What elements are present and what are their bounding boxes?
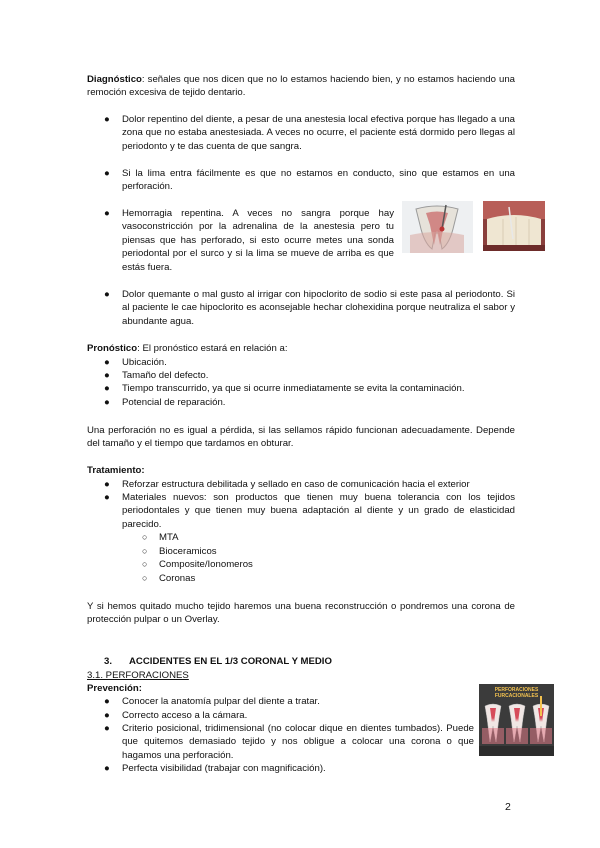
- diag-bullet-1: [104, 113, 515, 153]
- tratamiento-item: [104, 491, 515, 533]
- clinical-probe-photo: [483, 201, 545, 251]
- section-number: 3.: [104, 656, 113, 667]
- pronostico-item: [104, 369, 515, 383]
- diagnostico-label: Diagnóstico: [87, 74, 142, 85]
- diagnostico-text: : señales que nos dicen que no lo estamos haciendo bien, y no estamos haciendo una remoción excesiva de tejido dentario.: [87, 74, 515, 99]
- diagnostico-paragraph: [87, 73, 515, 100]
- circle-bullet-icon: ○: [142, 532, 148, 542]
- tooth-perforation-diagram: [402, 201, 473, 253]
- bullet-icon: ●: [104, 723, 110, 734]
- pronostico-heading: [87, 342, 515, 355]
- subsection-heading: 3.1. PERFORACIONES: [87, 670, 189, 681]
- prevencion-item: [104, 762, 469, 776]
- prevencion-item: [104, 695, 469, 709]
- prevencion-item-text: Perfecta visibilidad (trabajar con magnificación).: [122, 763, 326, 774]
- prevencion-item-text: Conocer la anatomía pulpar del diente a tratar.: [122, 696, 320, 707]
- tratamiento-subitem: [142, 545, 342, 559]
- bullet-icon: ●: [104, 696, 110, 707]
- diag-bullet-3: [104, 207, 394, 275]
- bullet-icon: ●: [104, 383, 110, 394]
- prevencion-label: Prevención:: [87, 683, 142, 694]
- bullet-icon: ●: [104, 397, 110, 408]
- pronostico-label: Pronóstico: [87, 343, 138, 354]
- bullet-icon: ●: [104, 289, 110, 300]
- pronostico-item-text: Ubicación.: [122, 357, 167, 368]
- bullet-icon: ●: [104, 168, 110, 179]
- diag-bullet-text: Si la lima entra fácilmente es que no estamos en conducto, sino que estamos en una perforación.: [122, 168, 515, 193]
- circle-bullet-icon: ○: [142, 573, 148, 583]
- subitem-text: Bioceramicos: [159, 546, 217, 557]
- section-3-heading: [104, 655, 504, 668]
- tratamiento-subitem: [142, 531, 342, 545]
- bullet-icon: ●: [104, 208, 110, 219]
- bullet-icon: ●: [104, 370, 110, 381]
- pronostico-item: [104, 382, 515, 396]
- perforacion-paragraph: Una perforación no es igual a pérdida, si las sellamos rápido funcionan adecuadamente. Depende del tamaño y el tiempo que tardamos en obturar.: [87, 425, 515, 450]
- pronostico-item-text: Tamaño del defecto.: [122, 370, 209, 381]
- bullet-icon: ●: [104, 357, 110, 368]
- pronostico-text: : El pronóstico estará en relación a:: [137, 343, 288, 354]
- tratamiento-item-text: Reforzar estructura debilitada y sellado en caso de comunicación hacia el exterior: [122, 479, 470, 490]
- diag-bullet-text: Dolor repentino del diente, a pesar de una anestesia local efectiva porque has llegado a una zona que no estaba anestesiada. A veces no ocurre, el paciente está dormido pero llegas al periodonto y te das cuenta de que sangra.: [122, 114, 515, 152]
- tratamiento-item-text: Materiales nuevos: son productos que tienen muy buena tolerancia con los tejidos periodontales y que tienen muy buena adaptación al diente y un grado de elasticidad parecido.: [122, 492, 515, 530]
- pronostico-item: [104, 356, 515, 370]
- prevencion-item-text: Criterio posicional, tridimensional (no colocar dique en dientes tumbados). Puede que quitemos demasiado tejido y nos obligue a colocar una corona o que hagamos una perforación.: [122, 723, 474, 761]
- reconstruccion-paragraph: Y si hemos quitado mucho tejido haremos una buena reconstrucción o pondremos una corona de protección pulpar o un Overlay.: [87, 601, 515, 626]
- circle-bullet-icon: ○: [142, 546, 148, 556]
- furcation-perforation-figure: [479, 684, 554, 756]
- figure-caption: PERFORACIONES FURCACIONALES: [494, 687, 539, 699]
- section-title: ACCIDENTES EN EL 1/3 CORONAL Y MEDIO: [129, 656, 332, 667]
- tratamiento-subitem: [142, 558, 342, 572]
- diag-bullet-text: Dolor quemante o mal gusto al irrigar con hipoclorito de sodio si este pasa al periodonto. Si al paciente le cae hipoclorito es aconsejable hechar clohexidina porque neutraliza el sabor y abundante agua.: [122, 289, 515, 327]
- diag-bullet-4: [104, 288, 515, 330]
- bullet-icon: ●: [104, 763, 110, 774]
- bullet-icon: ●: [104, 710, 110, 721]
- prevencion-item-text: Correcto acceso a la cámara.: [122, 710, 248, 721]
- subitem-text: MTA: [159, 532, 179, 543]
- page-number: 2: [505, 801, 511, 813]
- pronostico-item-text: Tiempo transcurrido, ya que si ocurre inmediatamente se evita la contaminación.: [122, 383, 465, 394]
- diag-bullet-2: [104, 167, 515, 195]
- pronostico-item: [104, 396, 515, 410]
- bullet-icon: ●: [104, 492, 110, 503]
- subitem-text: Coronas: [159, 573, 196, 584]
- prevencion-item: [104, 722, 474, 764]
- tratamiento-subitem: [142, 572, 342, 586]
- bullet-icon: ●: [104, 479, 110, 490]
- pronostico-item-text: Potencial de reparación.: [122, 397, 226, 408]
- tratamiento-item: [104, 478, 515, 492]
- diag-bullet-text: Hemorragia repentina. A veces no sangra porque hay vasoconstricción por la adrenalina de la anestesia pero tu piensas que has perforado, si esto ocurre metes una sonda periodontal por el surco y si la lima se mueve de arriba es que estás fuera.: [122, 208, 394, 273]
- tratamiento-label: Tratamiento:: [87, 465, 145, 476]
- subitem-text: Composite/Ionomeros: [159, 559, 253, 570]
- prevencion-item: [104, 709, 469, 723]
- circle-bullet-icon: ○: [142, 559, 148, 569]
- bullet-icon: ●: [104, 114, 110, 125]
